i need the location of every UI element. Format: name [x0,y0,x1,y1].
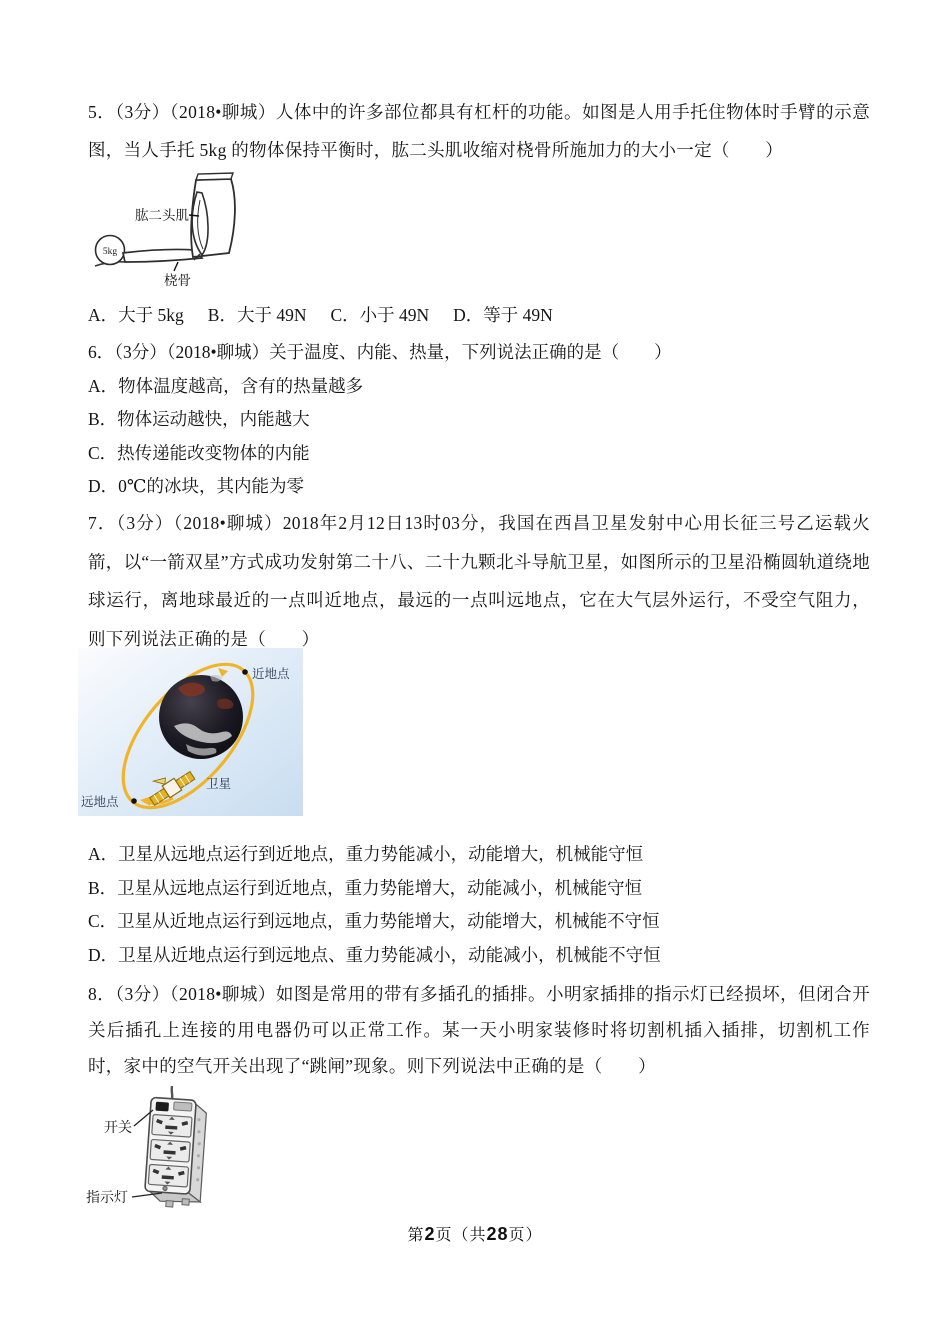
footer-text: 页） [508,1227,543,1244]
footer-text: 第 [407,1227,425,1244]
footer-total-pages: 28 [486,1224,509,1244]
power-strip-figure [84,1086,256,1214]
satellite-orbit-drawing [78,648,303,816]
option-d: D．等于 49N [453,305,553,325]
option-a: A．大于 5kg [88,305,184,325]
option-d: D．卫星从近地点运行到远地点、重力势能减小，动能减小，机械能不守恒 [88,944,661,965]
socket-group [148,1164,188,1187]
biceps-label: 肱二头肌 [135,208,189,223]
footer-page-number: 2 [424,1224,436,1244]
power-strip-body [144,1097,207,1209]
perigee-label: 近地点 [252,667,290,681]
weight-label: 5kg [102,247,118,257]
socket-group [150,1139,190,1162]
option-c: C．热传递能改变物体的内能 [88,442,310,463]
page-footer [0,1222,950,1245]
satellite-label: 卫星 [206,777,232,791]
option-c: C．卫星从近地点运行到远地点，重力势能增大，动能增大，机械能不守恒 [88,911,660,931]
apogee-dot [131,798,137,804]
switch-label: 开关 [104,1121,132,1136]
switch [155,1102,169,1112]
question-7-stem: 7．（3分）（2018•聊城）2018年2月12日13时03分，我国在西昌卫星发射中心用长征三号乙运载火箭，以“一箭双星”方式成功发射第二十八、二十九颗北斗导航卫星，如图所示的卫星沿椭圆轨道绕地球运行，离地球最近的一点叫近地点，最远的一点叫远地点，它在大气层外运行，不受空气阻力，则下列说法正确的是（ ） [88,513,870,649]
arm-lever-drawing [92,170,254,292]
indicator-label: 指示灯 [86,1191,128,1206]
option-d: D．0℃的冰块，其内能为零 [88,476,304,496]
apogee-label: 远地点 [81,795,119,809]
question-7-options [88,838,908,972]
option-a: A．物体温度越高，含有的热量越多 [88,375,364,396]
arm-lever-figure [92,170,254,292]
indicator-light [163,1186,168,1191]
question-8-stem: 8．（3分）（2018•聊城）如图是常用的带有多插孔的插排。小明家插排的指示灯已经损坏，但闭合开关后插孔上连接的用电器仍可以正常工作。某一天小明家装修时将切割机插入插排，切割机工作时，家中的空气开关出现了“跳闸”现象。则下列说法中正确的是（ ） [88,984,870,1076]
socket-group [152,1114,192,1137]
question-6 [88,336,888,504]
radius-label: 桡骨 [164,273,191,288]
option-b: B．物体运动越快，内能越大 [88,409,310,429]
power-strip-drawing [84,1086,256,1214]
satellite-orbit-figure [78,648,303,816]
option-c: C．小于 49N [330,305,430,325]
option-a: A．卫星从远地点运行到近地点，重力势能减小，动能增大，机械能守恒 [88,844,644,864]
question-5-stem: 5．（3分）（2018•聊城）人体中的许多部位都具有杠杆的功能。如图是人用手托住物体时手臂的示意图，当人手托 5kg 的物体保持平衡时，肱二头肌收缩对桡骨所施加力的大小一定（ ） [88,102,870,160]
question-6-stem: 6．（3分）（2018•聊城）关于温度、内能、热量，下列说法正确的是（ ） [88,342,672,362]
option-b: B．大于 49N [207,305,307,325]
footer-text: 页（共 [435,1227,487,1244]
question-5-options [88,302,888,327]
option-b: B．卫星从远地点运行到近地点，重力势能增大，动能减小，机械能守恒 [88,877,643,898]
perigee-dot [242,669,248,675]
